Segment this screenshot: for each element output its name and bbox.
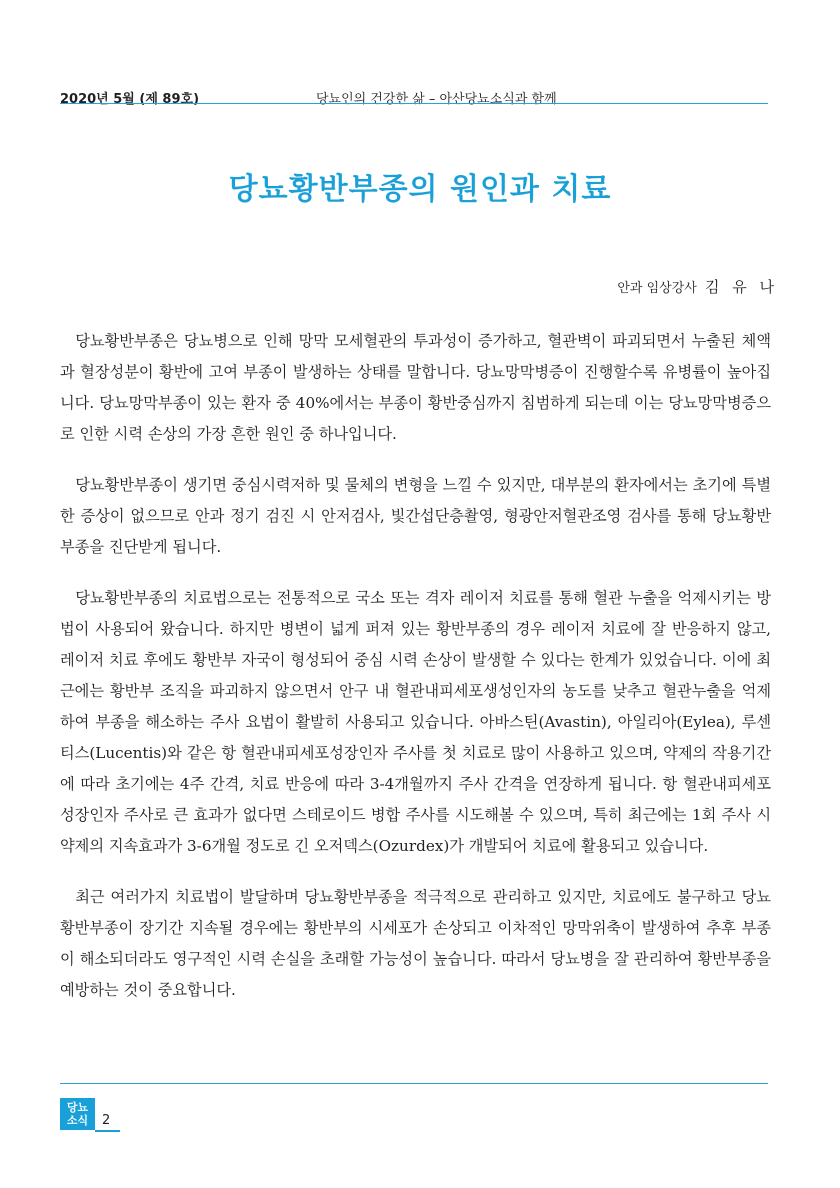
footer-divider xyxy=(60,1083,768,1084)
newsletter-badge xyxy=(60,1098,95,1130)
page-number: 2 xyxy=(102,1113,111,1128)
issue-label: 2020년 5월 (제 89호) xyxy=(60,92,200,107)
article-title: 당뇨황반부종의 원인과 치료 xyxy=(228,172,612,207)
paragraph: 당뇨황반부종의 치료법으로는 전통적으로 국소 또는 격자 레이저 치료를 통해 혈관 누출을 억제시키는 방법이 사용되어 왔습니다. 하지만 병변이 넓게 퍼져 있는 황반부종의 경우 레이저 치료에 잘 반응하지 않고, 레이저 치료 후에도 황반부 자국이 형성되어 중심 시력 손상이 발생할 수 있다는 한계가 있었습니다. 이에 최근에는 황반부 조직을 파괴하지 않으면서 안구 내 혈관내피세포생성인자의 농도를 낮추고 혈관누출을 억제하여 부종을 해소하는 주사 요법이 활발히 사용되고 있습니다. 아바스틴(Avastin), 아일리아(Eylea), 루센티스(Lucentis)와 같은 항 혈관내피세포성장인자 주사를 첫 치료로 많이 사용하고 있으며, 약제의 작용기간에 따라 초기에는 4주 간격, 치료 반응에 따라 3-4개월까지 주사 간격을 연장하게 됩니다. 항 혈관내피세포성장인자 주사로 큰 효과가 없다면 스테로이드 병합 주사를 시도해볼 수 있으며, 특히 최근에는 1회 주사 시 약제의 지속효과가 3-6개월 정도로 긴 오저덱스(Ozurdex)가 개발되어 치료에 활용되고 있습니다. xyxy=(60,589,771,855)
article-body xyxy=(60,326,771,1026)
author-byline xyxy=(617,276,778,297)
paragraph: 최근 여러가지 치료법이 발달하며 당뇨황반부종을 적극적으로 관리하고 있지만, 치료에도 불구하고 당뇨황반부종이 장기간 지속될 경우에는 황반부의 시세포가 손상되고 이차적인 망막위축이 발생하여 추후 부종이 해소되더라도 영구적인 시력 손실을 초래할 가능성이 높습니다. 따라서 당뇨병을 잘 관리하여 황반부종을 예방하는 것이 중요합니다. xyxy=(60,888,771,999)
author-role: 안과 임상강사 xyxy=(617,281,697,296)
author-name: 김 유 나 xyxy=(704,278,778,296)
page-number-underline xyxy=(95,1130,120,1132)
badge-line-1: 당뇨 xyxy=(66,1101,89,1114)
paragraph: 당뇨황반부종은 당뇨병으로 인해 망막 모세혈관의 투과성이 증가하고, 혈관벽이 파괴되면서 누출된 체액과 혈장성분이 황반에 고여 부종이 발생하는 상태를 말합니다. 당뇨망막병증이 진행할수록 유병률이 높아집니다. 당뇨망막부종이 있는 환자 중 40%에서는 부종이 황반중심까지 침범하게 되는데 이는 당뇨망막병증으로 인한 시력 손상의 가장 흔한 원인 중 하나입니다. xyxy=(60,332,771,443)
paragraph: 당뇨황반부종이 생기면 중심시력저하 및 물체의 변형을 느낄 수 있지만, 대부분의 환자에서는 초기에 특별한 증상이 없으므로 안과 정기 검진 시 안저검사, 빛간섭단층촬영, 형광안저혈관조영 검사를 통해 당뇨황반부종을 진단받게 됩니다. xyxy=(60,476,771,556)
header-divider xyxy=(60,103,768,104)
series-title: 당뇨인의 건강한 삶 – 아산당뇨소식과 함께 xyxy=(316,92,557,107)
badge-line-2: 소식 xyxy=(66,1114,89,1127)
